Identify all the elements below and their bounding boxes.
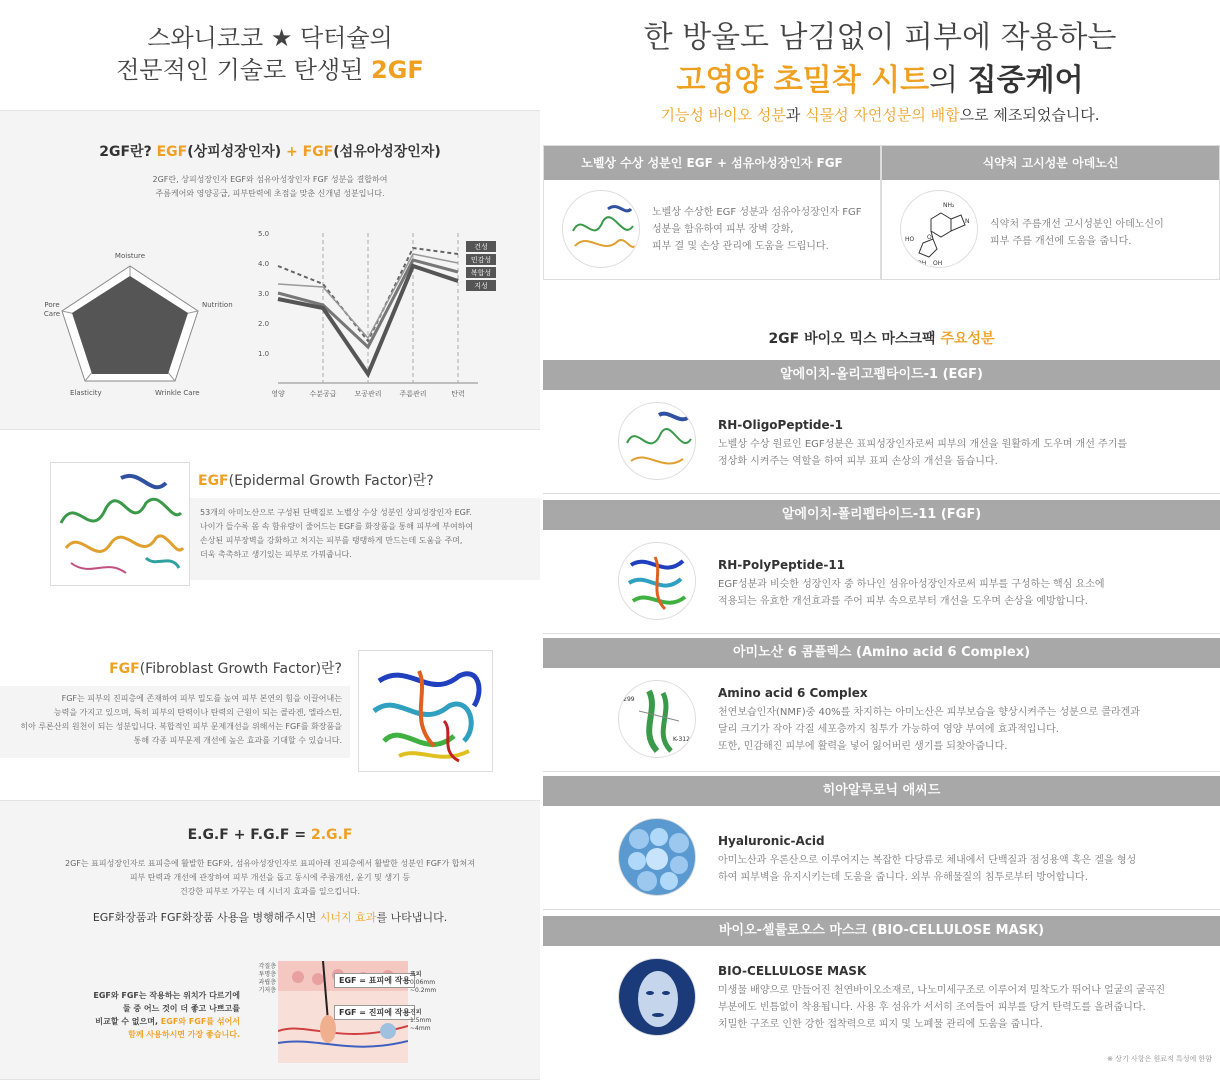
svg-text:K-312: K-312	[673, 736, 690, 743]
hyaluronic-image	[618, 818, 696, 896]
fgf-dermis-label: FGF = 진피에 작용	[334, 1005, 415, 1020]
egf-fgf-card-header: 노벨상 수상 성분인 EGF + 섬유아성장인자 FGF	[544, 146, 880, 180]
ingredient-header-polypeptide: 알에이치-폴리펩타이드-11 (FGF)	[543, 500, 1220, 530]
left-title-line2: 전문적인 기술로 탄생된	[116, 56, 371, 84]
egf-title: EGF(Epidermal Growth Factor)란?	[198, 473, 434, 489]
x-tick-label: 수분공급	[309, 390, 337, 398]
fgf-protein-image	[358, 650, 493, 772]
egf-fgf-card-desc: 노벨상 수상한 EGF 성분과 섬유아성장인자 FGF 성분을 함유하여 피부 장벽 강화, 피부 결 및 손상 관리에 도움을 드립니다.	[652, 207, 862, 252]
ingredient-header-hyaluronic: 히아알루로닉 애씨드	[543, 776, 1220, 806]
ingredient-card-oligopeptide	[543, 390, 1220, 494]
section-2gf-desc: 2GF란, 상피성장인자 EGF와 섬유아성장인자 FGF 성분을 결합하여 주름케어와 영양공급, 피부탄력에 초점을 맞춘 신개념 성분입니다.	[152, 175, 388, 198]
section-2gf-title: 2GF란? EGF(상피성장인자) + FGF(섬유아성장인자)	[99, 144, 441, 160]
radar-fill	[72, 276, 188, 374]
polypeptide-title: RH-PolyPeptide-11	[718, 558, 846, 572]
synergy-note: EGF와 FGF는 작용하는 위치가 다르기에 둘 중 어느 것이 더 좋고 나쁘고를 비교할 수 없으며, EGF와 FGF를 섞어서 함께 사용하시면 가장 좋습니다.	[93, 991, 240, 1039]
legend-label: 건성	[474, 243, 488, 251]
egf-desc: 53개의 아미노산으로 구성된 단백질로 노벨상 수상 성분인 상피성장인자 EGF. 나이가 들수록 몸 속 함유량이 줄어드는 EGF를 화장품을 통해 피부에 부여하여 손상된 피부장벽을 강화하고 처지는 피부를 탱탱하게 만드는데 도움을 주며, 더욱 촉촉하고 생기있는 피부로 가꿔줍니다.	[190, 498, 540, 580]
ingredient-header-amino: 아미노산 6 콤플렉스 (Amino acid 6 Complex)	[543, 638, 1220, 668]
synergy-formula: E.G.F + F.G.F = 2.G.F	[187, 827, 353, 843]
dermis-scale: 진피 1.5mm ~4mm	[410, 1009, 432, 1032]
legend-label: 복합성	[470, 269, 492, 277]
svg-text:NH₂: NH₂	[943, 202, 955, 209]
synergy-highlight: EGF화장품과 FGF화장품 사용을 병행해주시면 시너지 효과를 나타냅니다.	[92, 911, 448, 924]
biocellulose-title: BIO-CELLULOSE MASK	[718, 964, 867, 978]
adenosine-card-header: 식약처 고시성분 아데노신	[882, 146, 1219, 180]
ingredient-card-biocellulose	[543, 946, 1220, 1050]
polypeptide-desc: EGF성분과 비슷한 성장인자 중 하나인 섬유아성장인자로써 피부를 구성하는 핵심 요소에 적용되는 유효한 개선효과를 주어 피부 속으로부터 개선을 도우며 손상을 예방합니다.	[718, 579, 1105, 607]
hyaluronic-title: Hyaluronic-Acid	[718, 834, 825, 848]
left-column	[0, 0, 540, 1080]
left-title-line1: 스와니코코 ★ 닥터슐의	[147, 24, 393, 52]
left-title-2gf: 2GF	[370, 56, 424, 84]
svg-text:HO: HO	[905, 236, 915, 243]
line-chart	[250, 223, 520, 408]
footnote: ※ 상기 사항은 원료적 특성에 한함	[1107, 1055, 1212, 1063]
oligopeptide-title: RH-OligoPeptide-1	[718, 418, 843, 432]
y-tick-label: 1.0	[258, 350, 270, 358]
radar-chart	[30, 231, 240, 401]
svg-text:OH: OH	[933, 260, 943, 267]
legend-label: 지성	[474, 282, 488, 290]
biocellulose-desc: 미생물 배양으로 만들어진 천연바이오소재로, 나노미세구조로 이루어져 밀착도가 뛰어나 얼굴의 굴곡진 부분에도 빈틈없이 착용됩니다. 사용 후 섬유가 서서히 조여들어 피부를 당겨 탄력도를 올려줍니다. 치밀한 구조로 인한 강한 접착력으로 피지 및 노폐물 관리에 도움을 줍니다.	[718, 985, 1166, 1030]
section-synergy	[0, 800, 540, 1080]
right-subline: 기능성 바이오 성분과 식물성 자연성분의 배합으로 제조되었습니다.	[660, 106, 1100, 124]
skin-layer-labels: 각질층 투명층 과립층 기저층	[258, 963, 276, 994]
svg-text:-299: -299	[621, 696, 635, 703]
svg-text:OH: OH	[917, 260, 927, 267]
egf-fgf-circle	[562, 190, 640, 268]
ingredients-title: 2GF 바이오 믹스 마스크팩 주요성분	[768, 331, 995, 347]
egf-protein-illustration	[51, 463, 189, 585]
right-headline: 한 방울도 남김없이 피부에 작용하는	[643, 20, 1117, 55]
adenosine-card-desc: 식약처 주름개선 고시성분인 아데노신이 피부 주름 개선에 도움을 줍니다.	[990, 219, 1164, 247]
radar-label-moisture: Moisture	[114, 252, 146, 260]
radar-label-elasticity: Elasticity	[70, 389, 102, 397]
egf-protein-image	[50, 462, 190, 586]
radar-label-wrinkle: Wrinkle Care	[155, 389, 200, 397]
hyaluronic-desc: 아미노산과 우론산으로 이루어지는 복잡한 다당류로 체내에서 단백질과 점성용액 혹은 겔을 형성 하여 피부벽을 유지시키는데 도움을 줍니다. 외부 유해물질의 침투로부터 방어합니다.	[718, 855, 1137, 883]
right-headline-2: 고영양 초밀착 시트의 집중케어	[676, 63, 1084, 98]
ingredient-card-hyaluronic	[543, 806, 1220, 910]
oligopeptide-desc: 노벨상 수상 원료인 EGF성분은 표피성장인자로써 피부의 개선을 원활하게 도우며 개선 주기를 정상화 시켜주는 역할을 하여 피부 표피 손상의 개선을 돕습니다.	[718, 439, 1128, 467]
fgf-desc: FGF는 피부의 진피층에 존재하여 피부 밀도를 높여 피부 본연의 힘을 이끌어내는 능력을 가지고 있으며, 특히 피부의 탄력이나 탄력의 근원이 되는 콜라겐, 엘라스틴, 히아 루론산의 원천이 되는 성분입니다. 복합적인 피부 문제개선을 위해서는 FGF를 화장품을 통해 각종 피부문제 개선에 높은 효과를 기대할 수 있습니다.	[0, 686, 350, 758]
fgf-title: FGF(Fibroblast Growth Factor)란?	[109, 661, 342, 677]
epidermis-scale: 표피 0.06mm ~0.2mm	[410, 971, 437, 994]
y-tick-label: 3.0	[258, 290, 270, 298]
ingredient-card-amino	[543, 668, 1220, 772]
left-title	[0, 22, 540, 86]
x-tick-label: 탄력	[451, 390, 465, 398]
radar-label-pore: Pore	[44, 301, 60, 309]
x-tick-label: 영양	[271, 390, 285, 398]
synergy-desc: 2GF는 표피성장인자로 표피층에 활발한 EGF와, 섬유아성장인자로 표피아래 진피층에서 활발한 성분인 FGF가 합쳐져 피부 탄력과 개선에 관장하여 피부 개선을 돕고 동시에 주름개선, 윤기 및 생기 등 건강한 피부로 가꾸는 데 시너지 효과를 일으킵니다.	[65, 859, 475, 896]
amino-title: Amino acid 6 Complex	[718, 686, 868, 700]
y-tick-label: 2.0	[258, 320, 270, 328]
svg-text:N: N	[965, 218, 970, 225]
adenosine-molecule	[900, 190, 978, 268]
legend-label: 민감성	[470, 256, 492, 264]
ingredient-header-oligopeptide: 알에이치-올리고펩타이드-1 (EGF)	[543, 360, 1220, 390]
biocellulose-image	[618, 958, 696, 1036]
y-tick-label: 4.0	[258, 260, 270, 268]
section-2gf-intro	[0, 110, 540, 430]
radar-label-care: Care	[43, 310, 61, 318]
egf-epidermis-label: EGF = 표피에 작용	[334, 973, 415, 988]
fgf-protein-illustration	[359, 651, 492, 771]
x-tick-label: 주름관리	[399, 390, 427, 398]
ingredient-header-biocellulose: 바이오-셀룰로오스 마스크 (BIO-CELLULOSE MASK)	[543, 916, 1220, 946]
amino-image	[618, 680, 696, 758]
radar-label-nutrition: Nutrition	[202, 301, 233, 309]
y-tick-label: 5.0	[258, 230, 270, 238]
oligopeptide-image	[618, 402, 696, 480]
ingredient-card-polypeptide	[543, 530, 1220, 634]
egf-fgf-card	[543, 145, 881, 280]
amino-desc: 천연보습인자(NMF)중 40%를 차지하는 아미노산은 피부보습을 향상시켜주는 성분으로 콜라겐과 달리 크기가 작아 각질 세포층까지 침투가 가능하여 영양 부여에 효과적입니다. 또한, 민감해진 피부에 활력을 넣어 잃어버린 생기를 되찾아줍니다.	[718, 707, 1140, 752]
adenosine-card	[881, 145, 1220, 280]
x-tick-label: 모공관리	[354, 390, 382, 398]
polypeptide-image	[618, 542, 696, 620]
svg-text:O: O	[927, 234, 932, 241]
